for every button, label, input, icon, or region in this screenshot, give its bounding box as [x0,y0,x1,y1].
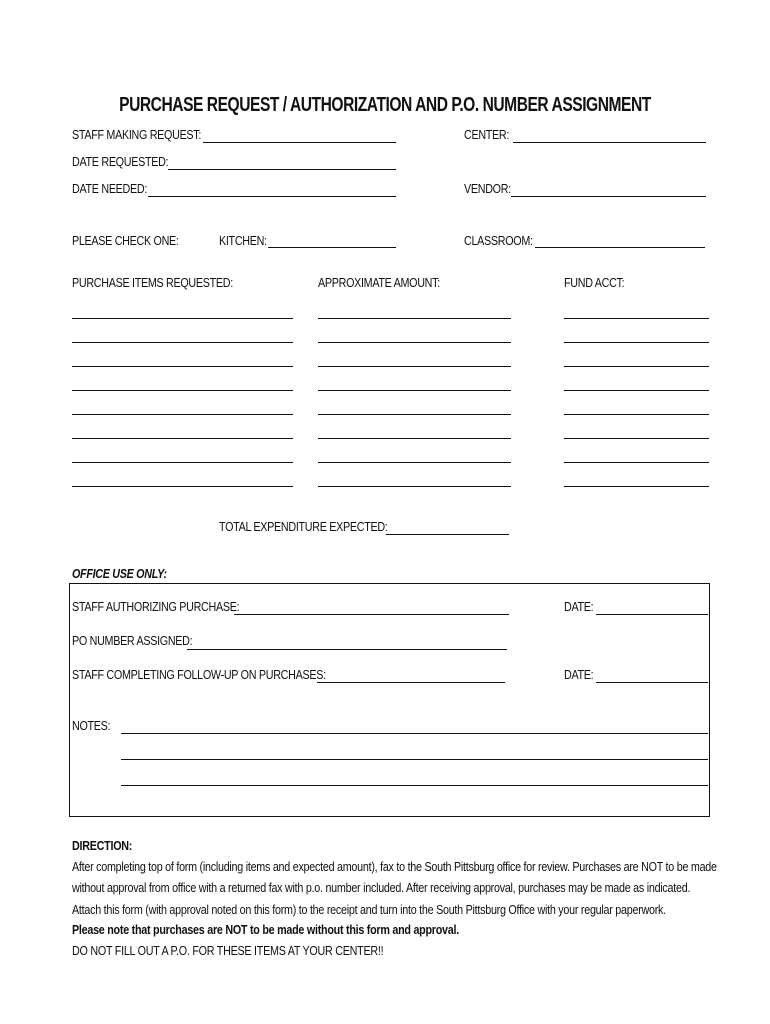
classroom-label: CLASSROOM: [464,234,533,248]
direction-line-5: DO NOT FILL OUT A P.O. FOR THESE ITEMS AT YOUR CENTER!! [72,944,384,958]
staff-making-request-field[interactable] [203,142,396,143]
staff-authorizing-label: STAFF AUTHORIZING PURCHASE: [72,600,240,614]
date-label-1: DATE: [564,600,594,614]
item-line[interactable] [72,438,293,439]
notes-label: NOTES: [72,719,111,733]
amount-line[interactable] [318,366,511,367]
amount-line[interactable] [318,486,511,487]
center-field[interactable] [513,142,706,143]
staff-authorizing-field[interactable] [234,614,509,615]
kitchen-field[interactable] [268,247,396,248]
fund-acct-line[interactable] [564,342,709,343]
date-label-2: DATE: [564,668,594,682]
fund-acct-column-header: FUND ACCT: [564,276,625,290]
item-line[interactable] [72,390,293,391]
date-requested-label: DATE REQUESTED: [72,155,169,169]
item-line[interactable] [72,318,293,319]
items-column-header: PURCHASE ITEMS REQUESTED: [72,276,233,290]
amount-line[interactable] [318,462,511,463]
direction-line-3: Attach this form (with approval noted on this form) to the receipt and turn into the South Pittsburg Office with your regular paperwork. [72,903,666,917]
please-check-one-label: PLEASE CHECK ONE: [72,234,179,248]
amount-line[interactable] [318,390,511,391]
date-needed-label: DATE NEEDED: [72,182,148,196]
staff-followup-field[interactable] [317,682,505,683]
item-line[interactable] [72,366,293,367]
office-use-heading: OFFICE USE ONLY: [72,567,167,581]
amount-column-header: APPROXIMATE AMOUNT: [318,276,440,290]
notes-line-1[interactable] [121,733,708,734]
direction-line-1: After completing top of form (including items and expected amount), fax to the South Pittsburg office for review. Purchases are NOT to be made [72,860,717,874]
date-requested-field[interactable] [168,169,396,170]
item-line[interactable] [72,486,293,487]
date-needed-field[interactable] [148,196,396,197]
vendor-label: VENDOR: [464,182,511,196]
classroom-field[interactable] [535,247,705,248]
total-expenditure-label: TOTAL EXPENDITURE EXPECTED: [219,520,388,534]
item-line[interactable] [72,462,293,463]
item-line[interactable] [72,414,293,415]
staff-followup-label: STAFF COMPLETING FOLLOW-UP ON PURCHASES: [72,668,326,682]
notes-line-3[interactable] [121,785,708,786]
staff-making-request-label: STAFF MAKING REQUEST: [72,128,202,142]
notes-line-2[interactable] [121,759,708,760]
fund-acct-line[interactable] [564,414,709,415]
fund-acct-line[interactable] [564,318,709,319]
po-number-field[interactable] [187,649,507,650]
amount-line[interactable] [318,414,511,415]
fund-acct-line[interactable] [564,462,709,463]
fund-acct-line[interactable] [564,438,709,439]
amount-line[interactable] [318,318,511,319]
fund-acct-line[interactable] [564,366,709,367]
date-field-2[interactable] [596,682,708,683]
kitchen-label: KITCHEN: [219,234,267,248]
direction-line-2: without approval from office with a returned fax with p.o. number included. After receiving approval, purchases may be made as indicated. [72,881,691,895]
office-use-box [69,583,710,817]
direction-heading: DIRECTION: [72,839,133,853]
fund-acct-line[interactable] [564,486,709,487]
center-label: CENTER: [464,128,510,142]
page-title: PURCHASE REQUEST / AUTHORIZATION AND P.O. NUMBER ASSIGNMENT [119,94,651,116]
total-expenditure-field[interactable] [386,534,509,535]
date-field-1[interactable] [596,614,708,615]
vendor-field[interactable] [511,196,706,197]
amount-line[interactable] [318,342,511,343]
amount-line[interactable] [318,438,511,439]
item-line[interactable] [72,342,293,343]
direction-line-4: Please note that purchases are NOT to be made without this form and approval. [72,923,459,937]
po-number-label: PO NUMBER ASSIGNED: [72,634,193,648]
fund-acct-line[interactable] [564,390,709,391]
